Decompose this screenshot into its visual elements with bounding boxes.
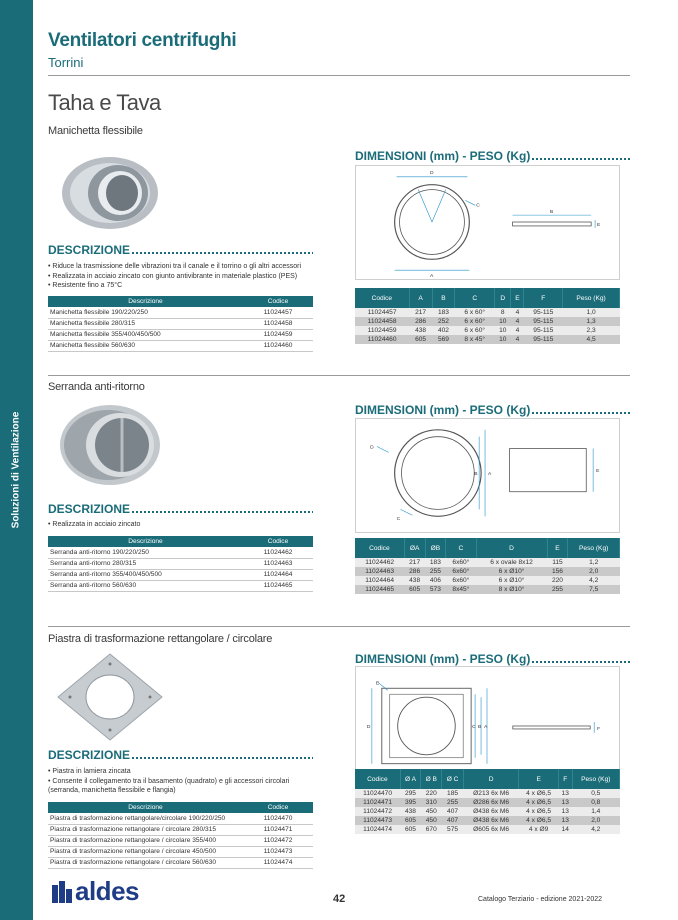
table-cell: 95-115 [524, 326, 563, 335]
table-cell: 310 [421, 798, 442, 807]
product-family-title: Taha e Tava [48, 90, 161, 115]
table-row [48, 558, 313, 569]
table-cell: 605 [400, 825, 421, 834]
table-cell: Ø438 6x M6 [463, 807, 519, 816]
table-cell: 1,4 [572, 807, 619, 816]
table-cell: 6 x Ø10° [476, 567, 547, 576]
table-cell: 406 [425, 576, 446, 585]
table-cell: 4 [511, 317, 524, 326]
column-header: C [446, 538, 476, 558]
table-row [48, 307, 313, 318]
table-cell: 95-115 [524, 308, 563, 317]
aldes-logo [52, 876, 139, 907]
table-cell: 8 x Ø10° [476, 585, 547, 594]
dimensions-heading-3: DIMENSIONI (mm) - PESO (Kg) [355, 652, 630, 666]
table-cell: 220 [421, 789, 442, 798]
section-divider [48, 375, 630, 376]
drawing-label: A [430, 274, 434, 280]
drawing-label: C [472, 724, 476, 730]
table-cell: 183 [425, 558, 446, 567]
table-cell: 670 [421, 825, 442, 834]
table-row [48, 340, 313, 351]
table-cell: 11024463 [243, 558, 313, 569]
catalog-edition: Catalogo Terziario - edizione 2021-2022 [478, 896, 603, 903]
column-header: E [511, 288, 524, 308]
column-header: Codice [243, 296, 313, 307]
table-cell: 11024460 [355, 335, 409, 344]
table-row [355, 807, 620, 816]
description-heading-2: DESCRIZIONE [48, 502, 313, 516]
table-cell: 4 x Ø6,5 [519, 789, 558, 798]
table-cell: 185 [442, 789, 464, 798]
table-cell: 11024459 [355, 326, 409, 335]
drawing-label: A [487, 472, 492, 478]
column-header: Peso (Kg) [568, 538, 620, 558]
table-cell: 11024474 [355, 825, 400, 834]
table-cell: 10 [495, 326, 511, 335]
table-cell: Manichetta flessibile 560/630 [48, 340, 243, 351]
column-header: Descrizione [48, 802, 243, 813]
sidebar-label: Soluzioni di Ventilazione [10, 411, 22, 529]
table-cell: 7,5 [568, 585, 620, 594]
table-cell: 6 x Ø10° [476, 576, 547, 585]
manichetta-photo [50, 148, 170, 238]
drawing-label: E [597, 222, 601, 228]
table-row [48, 835, 313, 846]
piastra-photo [50, 652, 170, 742]
table-row [48, 580, 313, 591]
table-cell: 6x60° [446, 567, 476, 576]
column-header: Codice [243, 536, 313, 547]
technical-drawing-2 [355, 418, 620, 533]
table-cell: 14 [558, 825, 572, 834]
table-cell: 395 [400, 798, 421, 807]
table-cell: 6x60° [446, 558, 476, 567]
table-cell: 11024458 [355, 317, 409, 326]
table-cell: 217 [409, 308, 432, 317]
table-cell: 10 [495, 317, 511, 326]
table-cell: 573 [425, 585, 446, 594]
column-header: ØB [425, 538, 446, 558]
table-cell: Piastra di trasformazione rettangolare / circolare 560/630 [48, 857, 243, 868]
table-row [355, 789, 620, 798]
table-cell: 11024464 [243, 569, 313, 580]
sidebar-band [0, 0, 33, 920]
table-cell: 438 [404, 576, 425, 585]
column-header: C [455, 288, 495, 308]
table-cell: 2,0 [568, 567, 620, 576]
column-header: Peso (Kg) [563, 288, 620, 308]
sidebar-label-box [4, 411, 28, 529]
column-header: Ø A [400, 769, 421, 789]
table-cell: Ø438 6x M6 [463, 816, 519, 825]
table-row [355, 335, 620, 344]
table-cell: 4 [511, 335, 524, 344]
column-header: Peso (Kg) [572, 769, 619, 789]
table-cell: 11024463 [355, 567, 404, 576]
table-row [355, 576, 620, 585]
section-title-serranda: Serranda anti-ritorno [48, 381, 145, 393]
table-cell: 11024465 [243, 580, 313, 591]
table-cell: Serranda anti-ritorno 190/220/250 [48, 547, 243, 558]
table-cell: Piastra di trasformazione rettangolare / circolare 280/315 [48, 824, 243, 835]
table-cell: Piastra di trasformazione rettangolare / circolare 355/400 [48, 835, 243, 846]
table-row [355, 798, 620, 807]
table-cell: 8x45° [446, 585, 476, 594]
table-cell: 4 x Ø6,5 [519, 807, 558, 816]
table-cell: 255 [442, 798, 464, 807]
column-header: E [547, 538, 568, 558]
description-item: • Consente il collegamento tra il basamento (quadrato) e gli accessori circolari (serranda, manichetta flessibile e flangia) [48, 777, 318, 796]
section-title-manichetta: Manichetta flessibile [48, 125, 143, 137]
table-cell: 407 [442, 816, 464, 825]
drawing-label: B [474, 472, 478, 478]
table-cell: 11024474 [243, 857, 313, 868]
table-row [355, 816, 620, 825]
table-cell: 11024457 [243, 307, 313, 318]
drawing-label: E [596, 469, 600, 475]
aldes-logo-icon [52, 881, 72, 903]
technical-drawing-3 [355, 666, 620, 781]
table-cell: 217 [404, 558, 425, 567]
table-cell: 13 [558, 807, 572, 816]
description-item: • Piastra in lamiera zincata [48, 767, 318, 777]
table-cell: 11024472 [355, 807, 400, 816]
drawing-label: A [484, 724, 488, 730]
table-cell: 1,3 [563, 317, 620, 326]
table-cell: 450 [421, 816, 442, 825]
table-row [48, 846, 313, 857]
table-row [48, 857, 313, 868]
section-divider [48, 626, 630, 627]
table-cell: 6x60° [446, 576, 476, 585]
table-cell: 11024459 [243, 329, 313, 340]
column-header: Codice [355, 288, 409, 308]
table-cell: 11024473 [243, 846, 313, 857]
drawing-label: C [396, 517, 401, 523]
table-cell: Ø605 6x M6 [463, 825, 519, 834]
drawing-label: B [549, 210, 554, 216]
table-cell: 10 [495, 335, 511, 344]
table-cell: 0,8 [572, 798, 619, 807]
title-divider [48, 75, 630, 76]
column-header: Ø C [442, 769, 464, 789]
column-header: D [476, 538, 547, 558]
description-list-3 [48, 767, 318, 796]
table-cell: 4 x Ø9 [519, 825, 558, 834]
description-heading-1: DESCRIZIONE [48, 243, 313, 257]
drawing-label: B [478, 724, 482, 730]
description-heading-3: DESCRIZIONE [48, 748, 313, 762]
codes-table-2 [48, 536, 313, 592]
table-cell: 13 [558, 816, 572, 825]
table-cell: 286 [404, 567, 425, 576]
column-header: ØA [404, 538, 425, 558]
table-cell: 255 [425, 567, 446, 576]
table-cell: 286 [409, 317, 432, 326]
description-item: • Realizzata in acciaio zincato [48, 520, 318, 530]
dimensions-heading-2: DIMENSIONI (mm) - PESO (Kg) [355, 403, 630, 417]
table-cell: Serranda anti-ritorno 355/400/450/500 [48, 569, 243, 580]
table-cell: 220 [547, 576, 568, 585]
table-cell: 450 [421, 807, 442, 816]
table-cell: 11024462 [355, 558, 404, 567]
description-list-2 [48, 520, 318, 530]
table-row [355, 567, 620, 576]
column-header: F [524, 288, 563, 308]
page-number: 42 [333, 893, 346, 905]
column-header: Descrizione [48, 296, 243, 307]
table-cell: 2,0 [572, 816, 619, 825]
table-cell: Piastra di trasformazione rettangolare / circolare 450/500 [48, 846, 243, 857]
column-header: Ø B [421, 769, 442, 789]
column-header: A [409, 288, 432, 308]
codes-table-3 [48, 802, 313, 869]
table-cell: 6 x 60° [455, 308, 495, 317]
table-cell: 11024464 [355, 576, 404, 585]
table-cell: 156 [547, 567, 568, 576]
table-cell: 6 x ovale 8x12 [476, 558, 547, 567]
table-cell: Manichetta flessibile 355/400/450/500 [48, 329, 243, 340]
table-cell: 295 [400, 789, 421, 798]
drawing-label: D [366, 724, 371, 730]
table-cell: 11024457 [355, 308, 409, 317]
table-cell: Serranda anti-ritorno 280/315 [48, 558, 243, 569]
table-row [48, 318, 313, 329]
table-cell: 11024470 [355, 789, 400, 798]
table-cell: Piastra di trasformazione rettangolare/circolare 190/220/250 [48, 813, 243, 824]
column-header: E [519, 769, 558, 789]
table-cell: Ø286 6x M6 [463, 798, 519, 807]
drawing-label: D [370, 445, 374, 451]
table-cell: 6 x 60° [455, 317, 495, 326]
table-row [48, 813, 313, 824]
table-cell: 402 [432, 326, 455, 335]
table-cell: 95-115 [524, 317, 563, 326]
column-header: Descrizione [48, 536, 243, 547]
dimensions-table-2 [355, 538, 620, 594]
table-row [48, 824, 313, 835]
technical-drawing-1 [355, 165, 620, 280]
table-row [355, 558, 620, 567]
drawing-label: E [375, 681, 380, 687]
table-cell: 11024470 [243, 813, 313, 824]
table-cell: 13 [558, 789, 572, 798]
table-cell: 2,3 [563, 326, 620, 335]
table-cell: 11024471 [243, 824, 313, 835]
table-cell: 4 x Ø6,5 [519, 798, 558, 807]
table-cell: 8 [495, 308, 511, 317]
table-cell: 407 [442, 807, 464, 816]
table-cell: 4,5 [563, 335, 620, 344]
dimensions-heading-1: DIMENSIONI (mm) - PESO (Kg) [355, 149, 630, 163]
serranda-photo [50, 400, 170, 490]
description-list-1 [48, 262, 318, 291]
table-cell: 605 [404, 585, 425, 594]
table-row [355, 326, 620, 335]
table-cell: 252 [432, 317, 455, 326]
dimensions-table-3 [355, 769, 620, 834]
table-cell: 11024460 [243, 340, 313, 351]
table-cell: 11024471 [355, 798, 400, 807]
table-cell: 11024458 [243, 318, 313, 329]
table-row [48, 569, 313, 580]
table-cell: 13 [558, 798, 572, 807]
page-title: Ventilatori centrifughi [48, 30, 237, 51]
table-cell: 95-115 [524, 335, 563, 344]
table-cell: 1,0 [563, 308, 620, 317]
table-cell: Ø213 6x M6 [463, 789, 519, 798]
table-cell: 4 [511, 308, 524, 317]
table-cell: Manichetta flessibile 280/315 [48, 318, 243, 329]
drawing-label: F [597, 726, 601, 732]
table-cell: 255 [547, 585, 568, 594]
table-cell: 183 [432, 308, 455, 317]
table-row [355, 825, 620, 834]
table-cell: 8 x 45° [455, 335, 495, 344]
dimensions-table-1 [355, 288, 620, 344]
table-cell: 11024465 [355, 585, 404, 594]
description-item: • Resistente fino a 75°C [48, 281, 318, 291]
table-row [48, 329, 313, 340]
drawing-label: D [430, 170, 434, 176]
table-cell: 11024473 [355, 816, 400, 825]
table-cell: 0,5 [572, 789, 619, 798]
codes-table-1 [48, 296, 313, 352]
column-header: Codice [243, 802, 313, 813]
table-cell: 575 [442, 825, 464, 834]
column-header: Codice [355, 769, 400, 789]
drawing-label: C [476, 203, 480, 209]
table-cell: 6 x 60° [455, 326, 495, 335]
table-cell: 4,2 [568, 576, 620, 585]
column-header: B [432, 288, 455, 308]
page-subtitle: Torrini [48, 55, 84, 70]
table-cell: 569 [432, 335, 455, 344]
table-cell: 11024472 [243, 835, 313, 846]
column-header: D [463, 769, 519, 789]
description-item: • Realizzata in acciaio zincato con giunto antivibrante in materiale plastico (PES) [48, 272, 318, 282]
table-cell: 438 [400, 807, 421, 816]
table-cell: 605 [409, 335, 432, 344]
column-header: Codice [355, 538, 404, 558]
table-cell: 438 [409, 326, 432, 335]
table-cell: 11024462 [243, 547, 313, 558]
table-cell: Serranda anti-ritorno 560/630 [48, 580, 243, 591]
table-row [355, 317, 620, 326]
table-cell: 1,2 [568, 558, 620, 567]
table-row [355, 585, 620, 594]
table-cell: 4 [511, 326, 524, 335]
table-cell: 115 [547, 558, 568, 567]
table-cell: Manichetta flessibile 190/220/250 [48, 307, 243, 318]
brand-name: aldes [75, 876, 139, 906]
table-cell: 605 [400, 816, 421, 825]
column-header: D [495, 288, 511, 308]
table-cell: 4,2 [572, 825, 619, 834]
table-row [48, 547, 313, 558]
column-header: F [558, 769, 572, 789]
table-cell: 4 x Ø6,5 [519, 816, 558, 825]
description-item: • Riduce la trasmissione delle vibrazioni tra il canale e il torrino o gli altri accessori [48, 262, 318, 272]
section-title-piastra: Piastra di trasformazione rettangolare / circolare [48, 633, 273, 645]
table-row [355, 308, 620, 317]
